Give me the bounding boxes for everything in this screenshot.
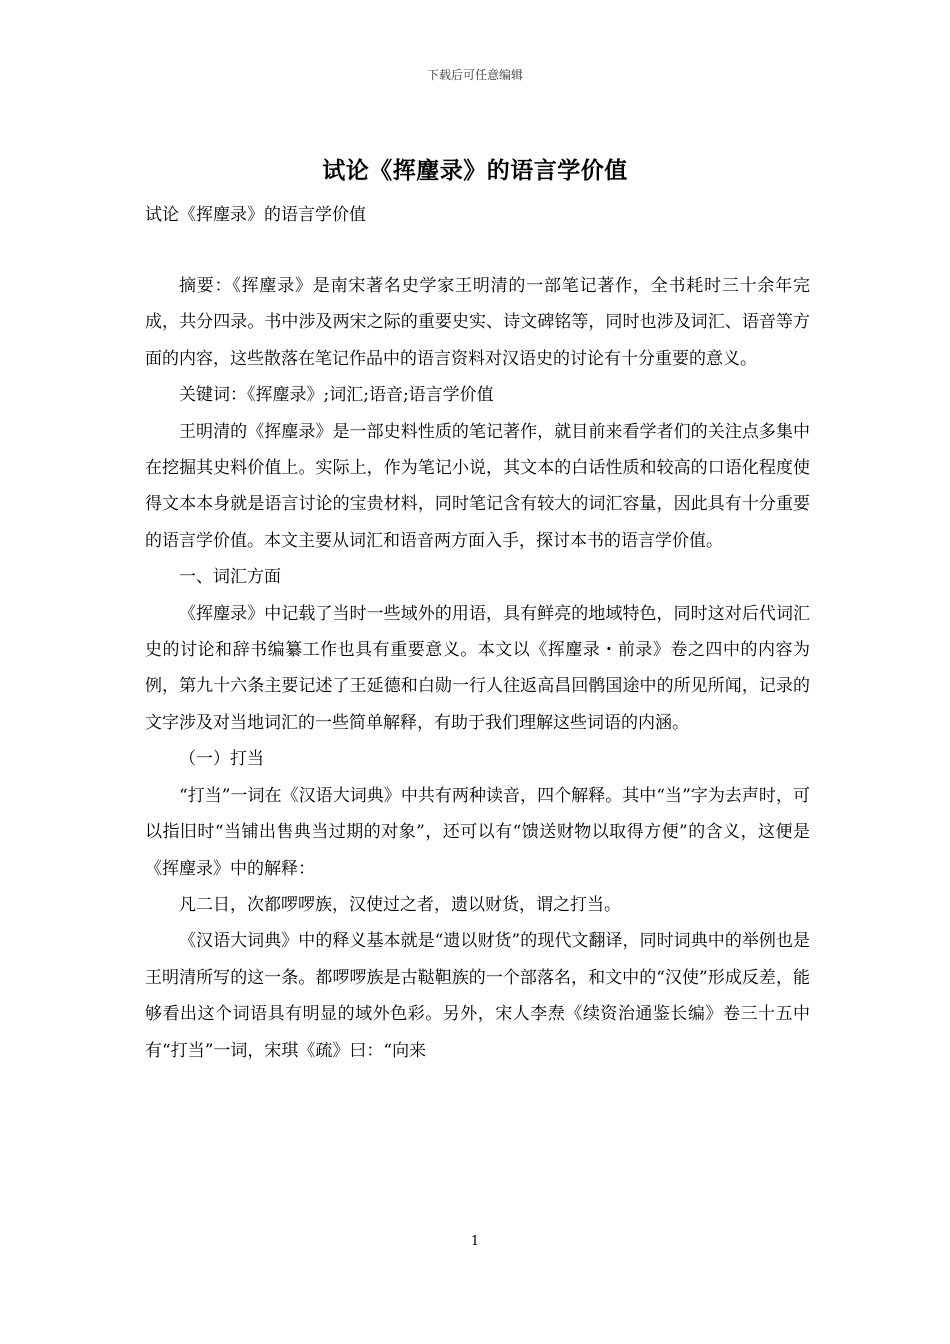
page-header: 下载后可任意编辑	[426, 68, 523, 82]
document-body	[145, 268, 810, 1069]
keywords-paragraph: 关键词：《挥麈录》;词汇;语音;语言学价值	[179, 385, 494, 406]
document-title: 试论《挥麈录》的语言学价值	[322, 157, 628, 184]
body-paragraph: 《挥麈录》中记载了当时一些域外的用语，具有鲜亮的地域特色，同时这对后代词汇史的讨论和辞书编纂工作也具有重要意义。本文以《挥麈录・前录》卷之四中的内容为例，第九十六条主要记述了王延德和白勋一行人往返高昌回鹘国途中的所见所闻，记录的文字涉及对当地词汇的一些简单解释，有助于我们理解这些词语的内涵。	[145, 603, 810, 733]
intro-paragraph: 王明清的《挥麈录》是一部史料性质的笔记著作，就目前来看学者们的关注点多集中在挖掘其史料价值上。实际上，作为笔记小说，其文本的白话性质和较高的口语化程度使得文本本身就是语言讨论的宝贵材料，同时笔记含有较大的词汇容量，因此具有十分重要的语言学价值。本文主要从词汇和语音两方面入手，探讨本书的语言学价值。	[145, 421, 810, 551]
subsection-heading: （一）打当	[179, 749, 264, 770]
quote-paragraph: 凡二日，次都啰啰族，汉使过之者，遗以财货，谓之打当。	[179, 894, 621, 915]
page-number: 1	[470, 1234, 480, 1249]
body-paragraph: “打当”一词在《汉语大词典》中共有两种读音，四个解释。其中“当”字为去声时，可以指旧时“当铺出售典当过期的对象”，还可以有“馈送财物以取得方便”的含义，这便是《挥麈录》中的解释：	[145, 785, 810, 879]
abstract-paragraph: 摘要：《挥麈录》是南宋著名史学家王明清的一部笔记著作，全书耗时三十余年完成，共分四录。书中涉及两宋之际的重要史实、诗文碑铭等，同时也涉及词汇、语音等方面的内容，这些散落在笔记作品中的语言资料对汉语史的讨论有十分重要的意义。	[145, 276, 810, 369]
section-heading: 一、词汇方面	[179, 567, 281, 588]
document-subtitle: 试论《挥麈录》的语言学价值	[145, 205, 366, 225]
body-paragraph: 《汉语大词典》中的释义基本就是“遗以财货”的现代文翻译，同时词典中的举例也是王明清所写的这一条。都啰啰族是古鞑靼族的一个部落名，和文中的“汉使”形成反差，能够看出这个词语具有明显的域外色彩。另外，宋人李焘《续资治通鉴长编》卷三十五中有“打当”一词，宋琪《疏》曰：“向来	[145, 931, 810, 1061]
